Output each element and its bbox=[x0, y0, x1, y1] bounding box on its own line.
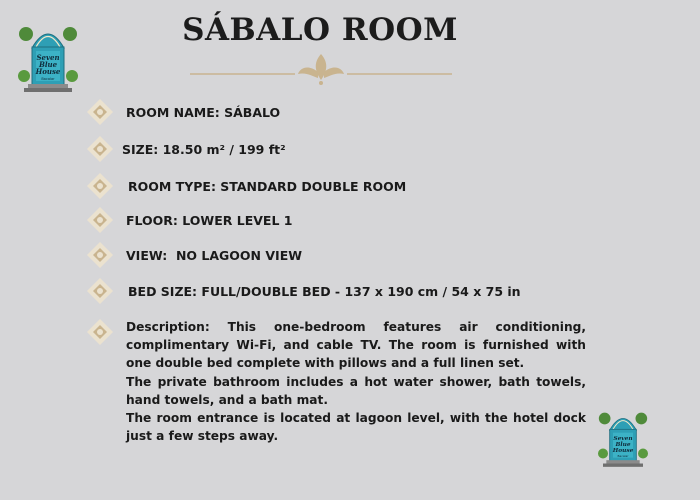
item-room-type bbox=[86, 172, 406, 200]
view-label: VIEW: NO LAGOON VIEW bbox=[126, 247, 303, 263]
seven-blue-house-logo bbox=[598, 404, 648, 468]
page-title: SÁBALO ROOM bbox=[182, 12, 458, 48]
room-name-label: ROOM NAME: SÁBALO bbox=[126, 104, 281, 120]
description-paragraph: The private bathroom includes a hot water shower, bath towels, hand towels, and a bath mat. bbox=[126, 374, 586, 407]
item-bed-size bbox=[86, 277, 521, 305]
svg-text:House: House bbox=[35, 67, 61, 76]
svg-text:Blue: Blue bbox=[38, 60, 58, 69]
diamond-bullet-icon bbox=[86, 241, 114, 269]
svg-text:Bacalar: Bacalar bbox=[617, 453, 629, 458]
diamond-bullet-icon bbox=[86, 135, 114, 163]
diamond-bullet-icon bbox=[86, 206, 114, 234]
description-paragraph: Description: This one-bedroom features air conditioning, complimentary Wi-Fi, and cable TV. The room is furnished with one double bed complete with pillows and a full linen set. bbox=[126, 320, 586, 371]
item-floor bbox=[86, 206, 292, 234]
svg-text:House: House bbox=[612, 447, 634, 454]
description-paragraph: The room entrance is located at lagoon level, with the hotel dock just a few steps away. bbox=[126, 411, 586, 444]
bed-size-label: BED SIZE: FULL/DOUBLE BED - 137 x 190 cm / 54 x 75 in bbox=[128, 283, 521, 299]
logo-text: Seven bbox=[36, 53, 60, 62]
diamond-bullet-icon bbox=[86, 172, 114, 200]
diamond-bullet-icon bbox=[86, 277, 114, 305]
floor-label: FLOOR: LOWER LEVEL 1 bbox=[126, 212, 293, 228]
item-view bbox=[86, 241, 302, 269]
size-label: SIZE: 18.50 m² / 199 ft² bbox=[122, 141, 286, 157]
room-type-label: ROOM TYPE: STANDARD DOUBLE ROOM bbox=[128, 178, 407, 194]
svg-text:Bacalar: Bacalar bbox=[41, 77, 55, 81]
item-size bbox=[86, 135, 286, 163]
diamond-bullet-icon bbox=[86, 318, 114, 346]
decorative-divider bbox=[190, 50, 452, 90]
diamond-bullet-icon bbox=[86, 98, 114, 126]
svg-text:Blue: Blue bbox=[615, 442, 631, 448]
svg-text:Seven: Seven bbox=[613, 436, 633, 443]
description-text bbox=[126, 318, 586, 445]
item-room-name bbox=[86, 98, 280, 126]
